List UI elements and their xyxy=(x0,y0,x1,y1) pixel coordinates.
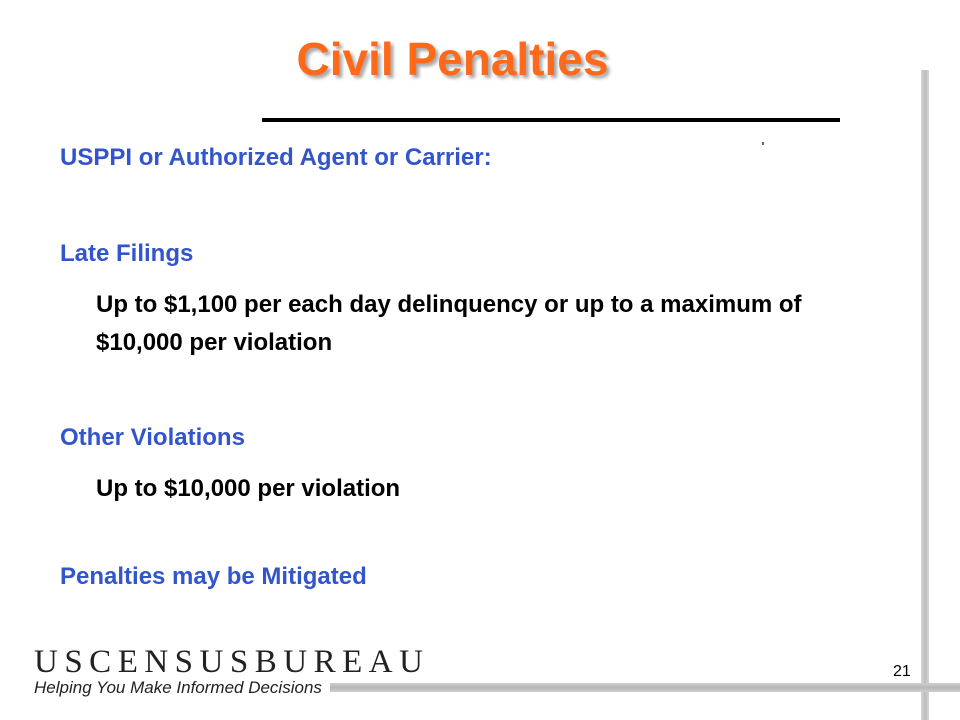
other-violations-text: Up to $10,000 per violation xyxy=(96,475,401,502)
logo-tagline: Helping You Make Informed Decisions xyxy=(34,678,322,697)
horizontal-decor-bar xyxy=(330,683,960,692)
census-bureau-logo: USCENSUSBUREAU xyxy=(34,644,430,680)
title-underline xyxy=(262,118,840,122)
stray-mark xyxy=(762,142,764,145)
page-number: 21 xyxy=(893,663,911,680)
mitigated-heading: Penalties may be Mitigated xyxy=(60,563,367,590)
vertical-decor-bar xyxy=(921,70,929,720)
slide-title: Civil Penalties xyxy=(296,33,609,85)
late-filings-text: Up to $1,100 per each day delinquency or up to a maximum of $10,000 per violation xyxy=(96,291,802,356)
intro-heading: USPPI or Authorized Agent or Carrier: xyxy=(60,144,492,171)
late-filings-heading: Late Filings xyxy=(60,240,194,267)
other-violations-heading: Other Violations xyxy=(60,424,245,451)
